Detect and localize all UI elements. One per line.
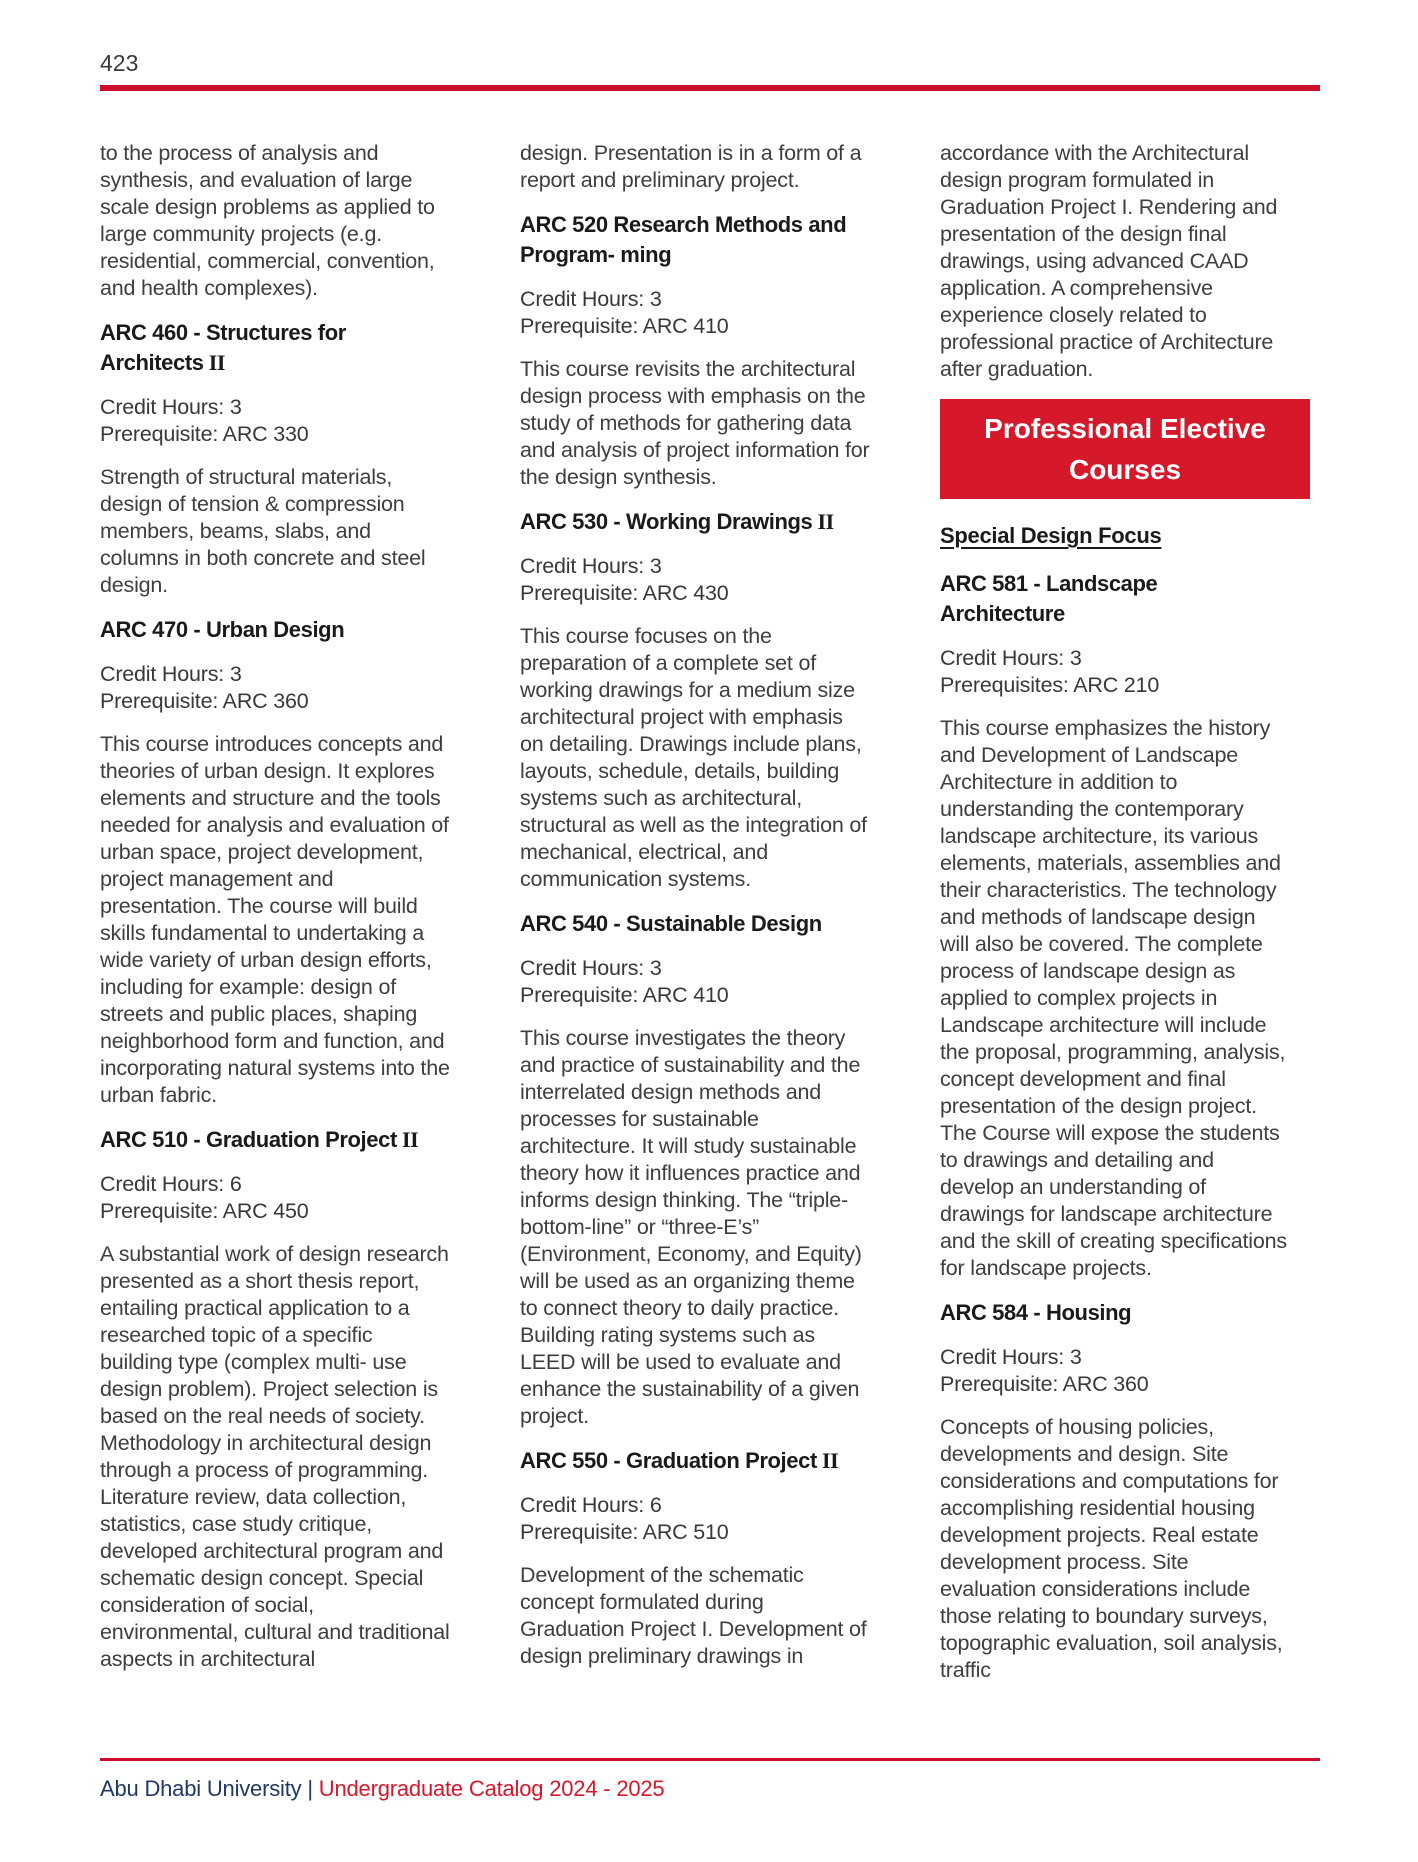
course-arc-520 bbox=[520, 210, 870, 491]
continuation-paragraph: accordance with the Architectural design program formulated in Graduation Project I. Rendering and presentation of the design final drawings, using advanced CAAD application. A comprehensive experience closely related to professional practice of Architecture after graduation. bbox=[940, 141, 1278, 381]
course-description: This course emphasizes the history and Development of Landscape Architecture in addition to understanding the contemporary landscape architecture, its various elements, materials, assemblies and their characteristics. The technology and methods of landscape design will also be covered. The complete process of landscape design as applied to complex projects in Landscape architecture will include the proposal, programming, analysis, concept development and final presentation of the design project. The Course will expose the students to drawings and detailing and develop an understanding of drawings for landscape architecture and the skill of creating specifications for landscape projects. bbox=[940, 716, 1287, 1280]
prerequisite: Prerequisite: ARC 450 bbox=[100, 1199, 309, 1223]
course-description: This course focuses on the preparation of a complete set of working drawings for a medium size architectural project with emphasis on detailing. Drawings include plans, layouts, schedule, details, building systems such as architectural, structural as well as the integration of mechanical, electrical, and communication systems. bbox=[520, 624, 867, 891]
course-arc-581 bbox=[940, 569, 1290, 1282]
course-description: Development of the schematic concept formulated during Graduation Project I. Development of design preliminary drawings in bbox=[520, 1563, 867, 1668]
credit-hours: Credit Hours: 6 bbox=[100, 1172, 242, 1196]
course-arc-584 bbox=[940, 1298, 1290, 1684]
prerequisite: Prerequisite: ARC 430 bbox=[520, 581, 729, 605]
prerequisite: Prerequisite: ARC 330 bbox=[100, 422, 309, 446]
prerequisite: Prerequisite: ARC 410 bbox=[520, 314, 729, 338]
course-title: ARC 460 - Structures for Architects II bbox=[100, 320, 346, 375]
course-arc-510 bbox=[100, 1125, 450, 1673]
footer-rule bbox=[100, 1758, 1320, 1761]
prerequisite: Prerequisite: ARC 360 bbox=[100, 689, 309, 713]
course-title: ARC 581 - Landscape Architecture bbox=[940, 571, 1158, 626]
course-title: ARC 550 - Graduation Project II bbox=[520, 1448, 839, 1473]
credit-hours: Credit Hours: 3 bbox=[100, 395, 242, 419]
course-title: ARC 540 - Sustainable Design bbox=[520, 911, 822, 936]
course-arc-550 bbox=[520, 1446, 870, 1670]
course-arc-460 bbox=[100, 318, 450, 599]
course-description: This course investigates the theory and practice of sustainability and the interrelated design methods and processes for sustainable architecture. It will study sustainable theory how it influences practice and informs design thinking. The “triple-bottom-line” or “three-E’s” (Environment, Economy, and Equity) will be used as an organizing theme to connect theory to daily practice. Building rating systems such as LEED will be used to evaluate and enhance the sustainability of a given project. bbox=[520, 1026, 862, 1428]
prerequisite: Prerequisite: ARC 410 bbox=[520, 983, 729, 1007]
course-meta bbox=[100, 394, 450, 448]
credit-hours: Credit Hours: 3 bbox=[520, 956, 662, 980]
credit-hours: Credit Hours: 3 bbox=[520, 287, 662, 311]
column-3 bbox=[940, 140, 1290, 1700]
course-title: ARC 584 - Housing bbox=[940, 1300, 1132, 1325]
course-meta bbox=[940, 645, 1290, 699]
course-meta bbox=[100, 1171, 450, 1225]
footer-catalog: Undergraduate Catalog 2024 - 2025 bbox=[318, 1776, 665, 1801]
continuation-paragraph: to the process of analysis and synthesis, and evaluation of large scale design problems as applied to large community projects (e.g. residential, commercial, convention, and health complexes). bbox=[100, 141, 435, 300]
course-description: Strength of structural materials, design of tension & compression members, beams, slabs, and columns in both concrete and steel design. bbox=[100, 465, 426, 597]
course-meta bbox=[100, 661, 450, 715]
course-description: Concepts of housing policies, developments and design. Site considerations and computations for accomplishing residential housing development projects. Real estate development process. Site evaluation considerations include those relating to boundary surveys, topographic evaluation, soil analysis, traffic bbox=[940, 1415, 1283, 1682]
continuation-paragraph: design. Presentation is in a form of a report and preliminary project. bbox=[520, 141, 862, 192]
course-description: A substantial work of design research presented as a short thesis report, entailing practical application to a researched topic of a specific building type (complex multi- use design problem). Project selection is based on the real needs of society. Methodology in architectural design through a process of programming. Literature review, data collection, statistics, case study critique, developed architectural program and schematic design concept. Special consideration of social, environmental, cultural and traditional aspects in architectural bbox=[100, 1242, 450, 1671]
credit-hours: Credit Hours: 6 bbox=[520, 1493, 662, 1517]
course-title: ARC 510 - Graduation Project II bbox=[100, 1127, 419, 1152]
course-arc-470 bbox=[100, 615, 450, 1109]
professional-elective-courses-banner: Professional Elective Courses bbox=[940, 399, 1310, 499]
course-meta bbox=[520, 553, 870, 607]
credit-hours: Credit Hours: 3 bbox=[100, 662, 242, 686]
credit-hours: Credit Hours: 3 bbox=[940, 646, 1082, 670]
course-meta bbox=[520, 1492, 870, 1546]
page-number: 423 bbox=[100, 50, 139, 76]
footer bbox=[100, 1776, 664, 1802]
prerequisite: Prerequisite: ARC 510 bbox=[520, 1520, 729, 1544]
footer-institution: Abu Dhabi University bbox=[100, 1776, 302, 1801]
course-meta bbox=[520, 955, 870, 1009]
course-meta bbox=[940, 1344, 1290, 1398]
course-description: This course introduces concepts and theories of urban design. It explores elements and structure and the tools needed for analysis and evaluation of urban space, project development, project management and presentation. The course will build skills fundamental to undertaking a wide variety of urban design efforts, including for example: design of streets and public places, shaping neighborhood form and function, and incorporating natural systems into the urban fabric. bbox=[100, 732, 450, 1107]
column-1 bbox=[100, 140, 450, 1700]
course-meta bbox=[520, 286, 870, 340]
footer-separator: | bbox=[307, 1776, 313, 1801]
course-description: This course revisits the architectural design process with emphasis on the study of methods for gathering data and analysis of project information for the design synthesis. bbox=[520, 357, 870, 489]
course-arc-540 bbox=[520, 909, 870, 1430]
course-arc-530 bbox=[520, 507, 870, 893]
column-2 bbox=[520, 140, 870, 1700]
top-rule bbox=[100, 85, 1320, 91]
course-title: ARC 520 Research Methods and Program- ming bbox=[520, 212, 847, 267]
credit-hours: Credit Hours: 3 bbox=[940, 1345, 1082, 1369]
catalog-columns bbox=[100, 140, 1320, 1700]
section-heading-special-design-focus: Special Design Focus bbox=[940, 523, 1162, 548]
course-title: ARC 470 - Urban Design bbox=[100, 617, 345, 642]
course-title: ARC 530 - Working Drawings II bbox=[520, 509, 834, 534]
prerequisite: Prerequisites: ARC 210 bbox=[940, 673, 1160, 697]
credit-hours: Credit Hours: 3 bbox=[520, 554, 662, 578]
prerequisite: Prerequisite: ARC 360 bbox=[940, 1372, 1149, 1396]
